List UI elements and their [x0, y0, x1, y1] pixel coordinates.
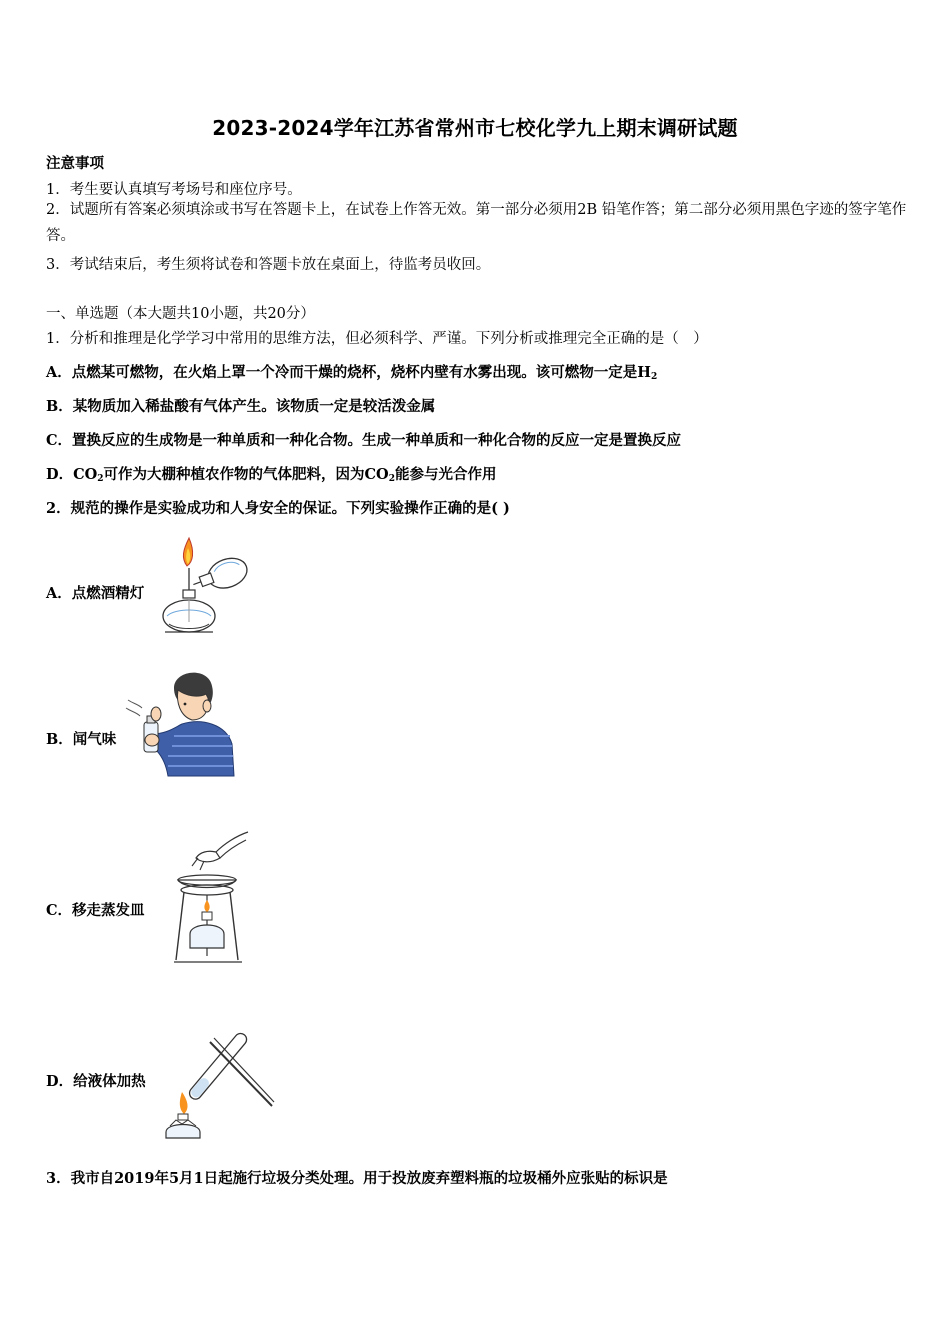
q1-option-d-part3: 能参与光合作用: [394, 466, 497, 483]
notice-item-3: 3．考试结束后，考生须将试卷和答题卡放在桌面上，待监考员收回。: [46, 257, 491, 273]
q2-option-b: B．闻气味: [46, 731, 117, 748]
q2-option-a: A．点燃酒精灯: [46, 585, 145, 602]
notice-heading: 注意事项: [46, 155, 104, 172]
q3-stem: 3．我市自2019年5月1日起施行垃圾分类处理。用于投放废弃塑料瓶的垃圾桶外应张贴的标识是: [46, 1170, 668, 1187]
q1-option-a-sub: 2: [650, 372, 658, 382]
notice-item-1: 1．考生要认真填写考场号和座位序号。: [46, 182, 302, 198]
q2-option-d: D．给液体加热: [46, 1073, 146, 1090]
heating-liquid-illustration: [158, 1024, 276, 1142]
q1-option-d: [46, 463, 496, 484]
page-title: 2023-2024学年江苏省常州市七校化学九上期末调研试题: [212, 116, 738, 140]
q1-option-c: C．置换反应的生成物是一种单质和一种化合物。生成一种单质和一种化合物的反应一定是置换反应: [46, 432, 682, 449]
q1-stem: 1．分析和推理是化学学习中常用的思维方法，但必须科学、严谨。下列分析或推理完全正确的是（ ）: [46, 331, 708, 347]
q2-option-c: C．移走蒸发皿: [46, 902, 145, 919]
q1-option-b: B．某物质加入稀盐酸有气体产生。该物质一定是较活泼金属: [46, 398, 436, 415]
evaporating-dish-illustration: [170, 828, 252, 966]
section-heading: 一、单选题（本大题共10小题，共20分）: [46, 306, 315, 322]
alcohol-lamp-lighting-illustration: [155, 532, 255, 640]
q1-option-a: [46, 361, 657, 382]
q1-option-d-part2: 可作为大棚种植农作物的气体肥料，因为CO: [103, 466, 389, 483]
smelling-gas-illustration: [122, 664, 237, 780]
q1-option-d-part1: D．CO: [46, 466, 98, 483]
q2-stem: 2．规范的操作是实验成功和人身安全的保证。下列实验操作正确的是( ): [46, 500, 510, 517]
notice-item-2: 2．试题所有答案必须填涂或书写在答题卡上，在试卷上作答无效。第一部分必须用2B 铅笔作答；第二部分必须用黑色字迹的签字笔作答。: [46, 202, 907, 244]
q1-option-d-sub2: 2: [388, 474, 395, 484]
q1-option-d-sub1: 2: [97, 474, 104, 484]
q1-option-a-text: A．点燃某可燃物，在火焰上罩一个冷而干燥的烧杯，烧杯内壁有水雾出现。该可燃物一定是H: [46, 364, 651, 381]
